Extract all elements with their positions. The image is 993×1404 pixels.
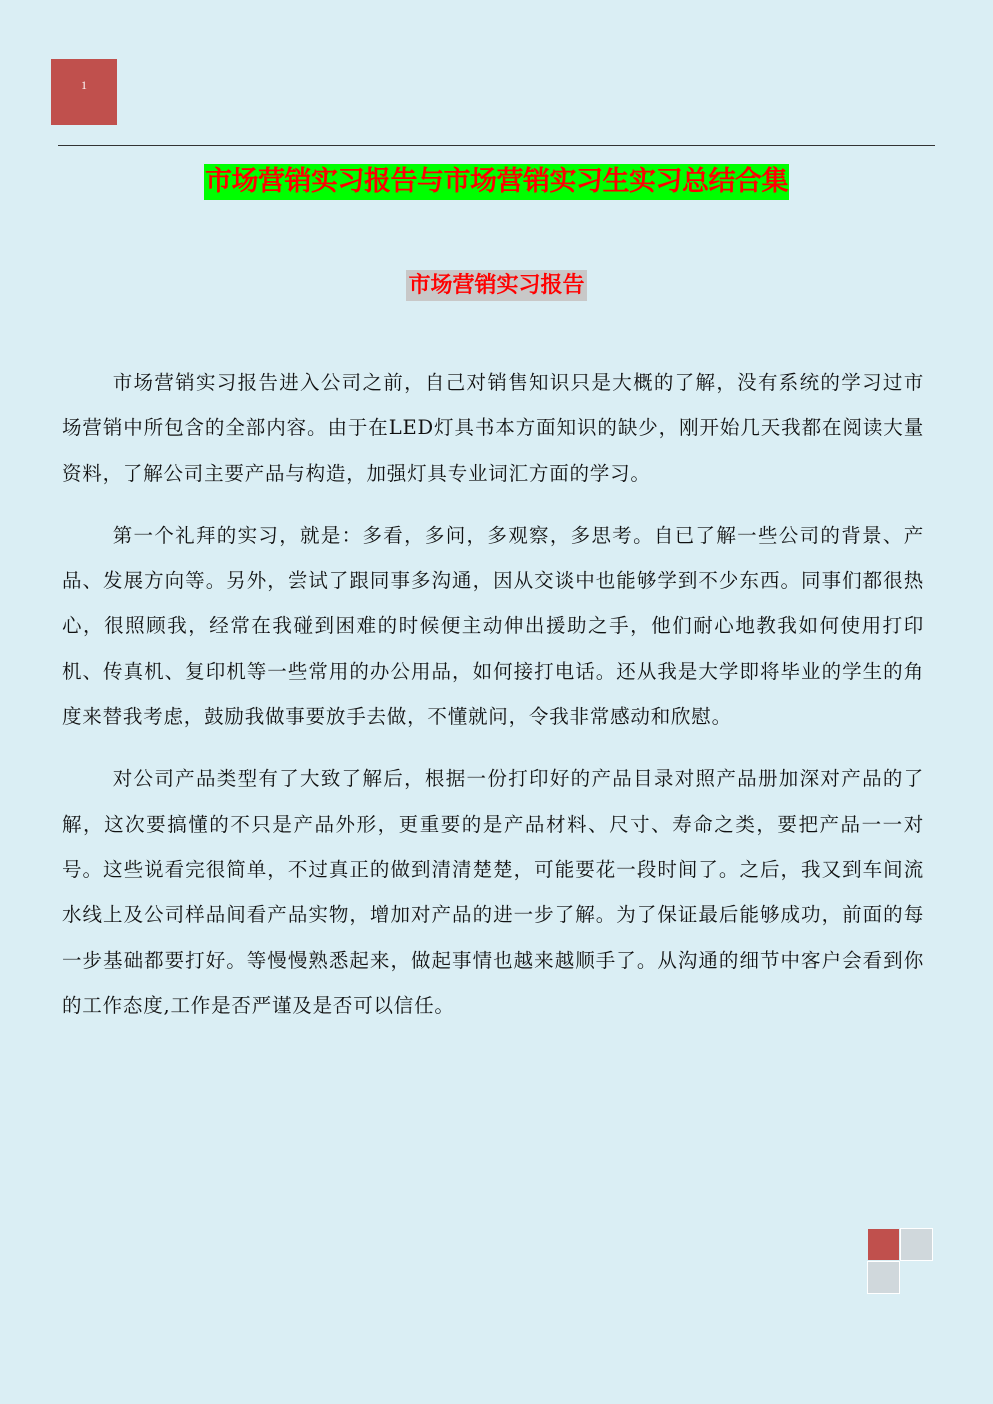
body-paragraph: 第一个礼拜的实习，就是：多看，多问，多观察，多思考。自已了解一些公司的背景、产品、发展方向等。另外，尝试了跟同事多沟通，因从交谈中也能够学到不少东西。同事们都很热心，很照顾我，经常在我碰到困难的时候便主动伸出援助之手，他们耐心地教我如何使用打印机、传真机、复印机等一些常用的办公用品，如何接打电话。还从我是大学即将毕业的学生的角度来替我考虑，鼓励我做事要放手去做，不懂就问，令我非常感动和欣慰。 <box>62 523 924 729</box>
header-divider <box>58 145 935 146</box>
document-title: 市场营销实习报告与市场营销实习生实习总结合集 <box>204 164 789 200</box>
page-number: 1 <box>81 78 87 92</box>
decorative-square-red <box>868 1229 899 1260</box>
body-paragraph: 对公司产品类型有了大致了解后，根据一份打印好的产品目录对照产品册加深对产品的了解，这次要搞懂的不只是产品外形，更重要的是产品材料、尺寸、寿命之类，要把产品一一对号。这些说看完很简单，不过真正的做到清清楚楚，可能要花一段时间了。之后，我又到车间流水线上及公司样品间看产品实物，增加对产品的进一步了解。为了保证最后能够成功，前面的每一步基础都要打好。等慢慢熟悉起来，做起事情也越来越顺手了。从沟通的细节中客户会看到你的工作态度,工作是否严谨及是否可以信任。 <box>62 767 924 1017</box>
decorative-square-gray <box>868 1262 899 1293</box>
body-paragraph: 市场营销实习报告进入公司之前，自己对销售知识只是大概的了解，没有系统的学习过市场营销中所包含的全部内容。由于在LED灯具书本方面知识的缺少，刚开始几天我都在阅读大量资料，了解公司主要产品与构造，加强灯具专业词汇方面的学习。 <box>62 371 924 485</box>
page-number-badge <box>51 59 117 125</box>
section-title-container <box>0 270 993 301</box>
section-title: 市场营销实习报告 <box>406 270 586 301</box>
decorative-square-gray <box>901 1229 932 1260</box>
document-body <box>62 360 924 1045</box>
document-title-container <box>0 164 993 200</box>
